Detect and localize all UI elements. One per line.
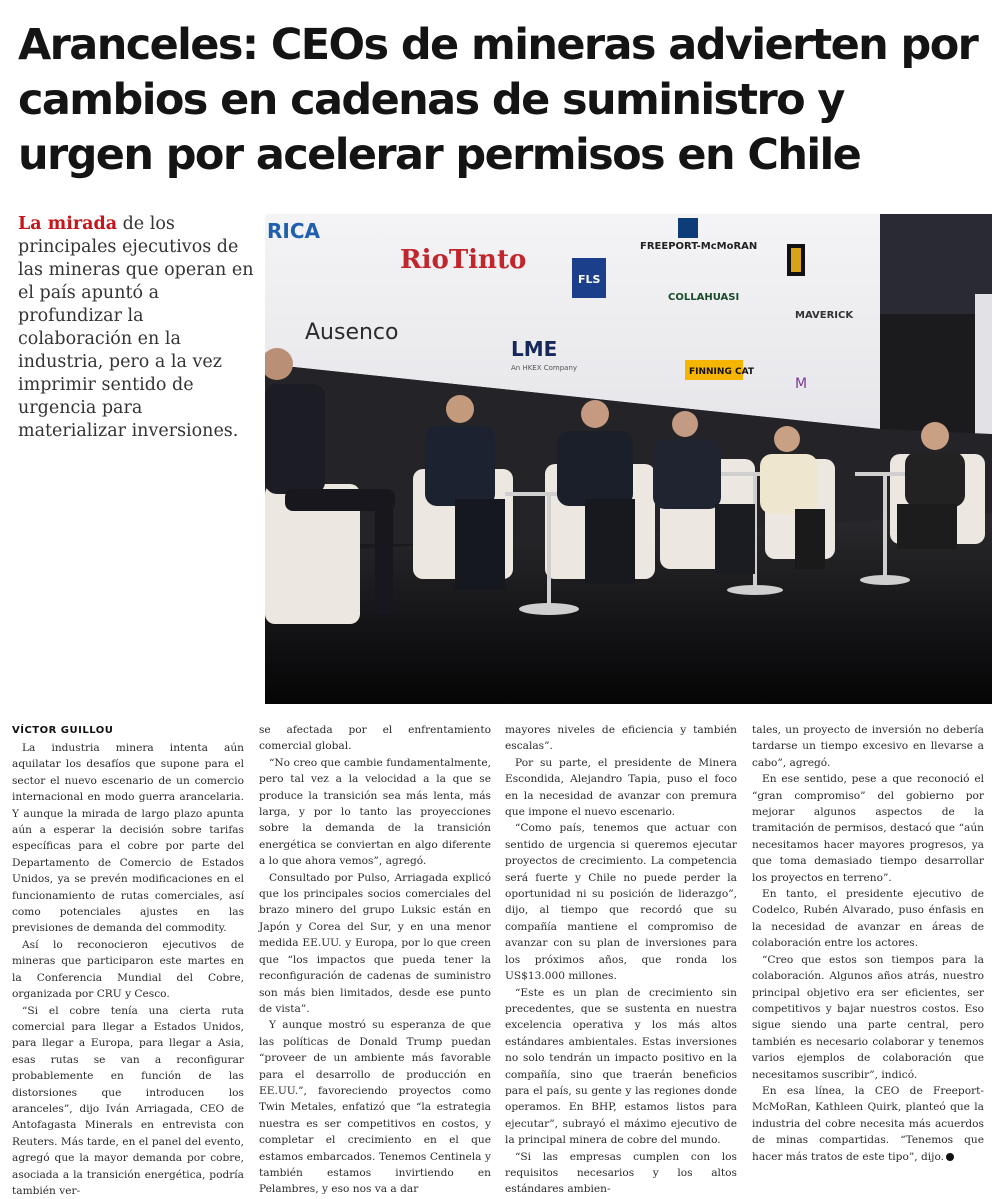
- logo-riotinto: RioTinto: [400, 245, 526, 275]
- body-paragraph: “Si el cobre tenía una cierta ruta comercial para llegar a Estados Unidos, para llegar a Europa, para llegar a Asia, esas rutas se van a reconfigurar probablemente en función de las distorsiones que introducen los aranceles”, dijo Iván Arriagada, CEO de Antofagasta Minerals en entrevista con Reuters. Más tarde, en el panel del evento, agregó que la mayor demanda por cobre, asociada a la transición energética, podría también ver-: [12, 1003, 244, 1199]
- body-column-4: [752, 722, 984, 1165]
- byline: VÍCTOR GUILLOU: [12, 725, 113, 736]
- logo-freeport: FREEPORT-McMoRAN: [640, 241, 757, 252]
- body-paragraph: “No creo que cambie fundamentalmente, pero tal vez a la velocidad a la que se produce la transición sea más lenta, más larga, y por lo tanto las proyecciones sobre la demanda de la transición energética se conviertan en algo diferente a lo que ahora vemos”, agregó.: [259, 755, 491, 870]
- body-paragraph-final: [752, 1083, 984, 1165]
- logo-m: M: [795, 376, 807, 392]
- logo-ausenco: Ausenco: [305, 320, 399, 345]
- lead-text: de los principales ejecutivos de las mineras que operan en el país apuntó a profundizar la colaboración en la industria, pero a la vez imprimir sentido de urgencia para materializar inversiones.: [18, 214, 253, 441]
- body-paragraph: mayores niveles de eficiencia y también escalas”.: [505, 722, 737, 755]
- body-paragraph: Así lo reconocieron ejecutivos de mineras que participaron este martes en la Conferencia Mundial del Cobre, organizada por CRU y Cesco.: [12, 937, 244, 1003]
- logo-fls: FLS: [578, 273, 601, 286]
- logo-lme: LME: [511, 337, 557, 361]
- panel-photo: [265, 214, 992, 704]
- lead-paragraph: [18, 213, 254, 443]
- logo-lme-sub: An HKEX Company: [511, 364, 577, 372]
- body-column-1: [12, 740, 244, 1199]
- lead-kicker: La mirada: [18, 214, 117, 234]
- body-paragraph: Consultado por Pulso, Arriagada explicó que los principales socios comerciales del brazo minero del grupo Luksic están en Japón y Corea del Sur, y en una menor medida EE.UU. y Europa, por lo que creen que “los impactos que pueda tener la reconfiguración de cadenas de suministro son más bien limitados, desde ese punto de vista”.: [259, 870, 491, 1018]
- body-paragraph: En tanto, el presidente ejecutivo de Codelco, Rubén Alvarado, puso énfasis en la necesidad de avanzar en áreas de colaboración entre los actores.: [752, 886, 984, 952]
- body-paragraph: La industria minera intenta aún aquilatar los desafíos que supone para el sector el nuevo escenario de un comercio internacional en modo guerra arancelaria. Y aunque la mirada de largo plazo apunta aún a esperar la decisión sobre tarifas específicas para el cobre por parte del Departamento de Comercio de Estados Unidos, ya se prevén modificaciones en el funcionamiento de rutas comerciales, así como potenciales ajustes en las previsiones de demanda del commodity.: [12, 740, 244, 937]
- body-paragraph: Y aunque mostró su esperanza de que las políticas de Donald Trump puedan “proveer de un ambiente más favorable para el desarrollo de producción en EE.UU.”, favoreciendo proyectos como Twin Metales, enfatizó que “la estrategia nuestra es ser competitivos en costos, y completar el crecimiento en el que estamos embarcados. Tenemos Centinela y también estamos invirtiendo en Pelambres, y eso nos va a dar: [259, 1017, 491, 1197]
- body-column-2: [259, 722, 491, 1198]
- body-paragraph: “Este es un plan de crecimiento sin precedentes, que se sustenta en nuestra excelencia operativa y los más altos estándares ambientales. Estas inversiones no solo tendrán un impacto positivo en la compañía, sino que traerán beneficios para el país, su gente y las regiones donde operamos. En BHP, estamos listos para ejecutar”, subrayó el máximo ejecutivo de la principal minera de cobre del mundo.: [505, 985, 737, 1149]
- panel-photo-illustration: [265, 214, 992, 704]
- final-paragraph-text: En esa línea, la CEO de Freeport-McMoRan, Kathleen Quirk, planteó que la industria del cobre necesita más acuerdos de minas compartidas. “Tenemos que hacer más tratos de este tipo”, dijo.: [752, 1085, 984, 1163]
- end-of-article-icon: [946, 1153, 954, 1161]
- headline: Aranceles: CEOs de mineras advierten por cambios en cadenas de suministro y urgen por acelerar permisos en Chile: [18, 18, 983, 183]
- body-column-3: [505, 722, 737, 1198]
- logo-collahuasi: COLLAHUASI: [668, 292, 739, 303]
- logo-finning: FINNING CAT: [689, 367, 755, 377]
- body-paragraph: se afectada por el enfrentamiento comercial global.: [259, 722, 491, 755]
- body-paragraph: Por su parte, el presidente de Minera Escondida, Alejandro Tapia, puso el foco en la necesidad de avanzar con premura que impone el nuevo escenario.: [505, 755, 737, 821]
- logo-rica: RICA: [267, 219, 321, 243]
- body-paragraph: tales, un proyecto de inversión no debería tardarse un tiempo excesivo en llevarse a cabo”, agregó.: [752, 722, 984, 771]
- body-paragraph: “Como país, tenemos que actuar con sentido de urgencia si queremos ejecutar proyectos de crecimiento. La competencia será fuerte y Chile no puede perder la oportunidad ni su posición de liderazgo”, dijo, al tiempo que recordó que su compañía mantiene el compromiso de avanzar con su plan de inversiones para los próximos años, que ronda los US$13.000 millones.: [505, 820, 737, 984]
- logo-maverick: MAVERICK: [795, 310, 854, 321]
- body-paragraph: “Creo que estos son tiempos para la colaboración. Algunos años atrás, nuestro principal objetivo era ser eficientes, ser competitivos y bajar nuestros costos. Eso sigue siendo una parte central, pero también es necesario colaborar y tenemos varios ejemplos de colaboración que necesitamos suscribir”, indicó.: [752, 952, 984, 1083]
- body-paragraph: “Si las empresas cumplen con los requisitos necesarios y los altos estándares ambien-: [505, 1149, 737, 1198]
- body-paragraph: En ese sentido, pese a que reconoció el “gran compromiso” del gobierno por mejorar algunos aspectos de la tramitación de permisos, destacó que “aún necesitamos hacer mayores progresos, ya que toma demasiado tiempo desarrollar los proyectos en terreno”.: [752, 771, 984, 886]
